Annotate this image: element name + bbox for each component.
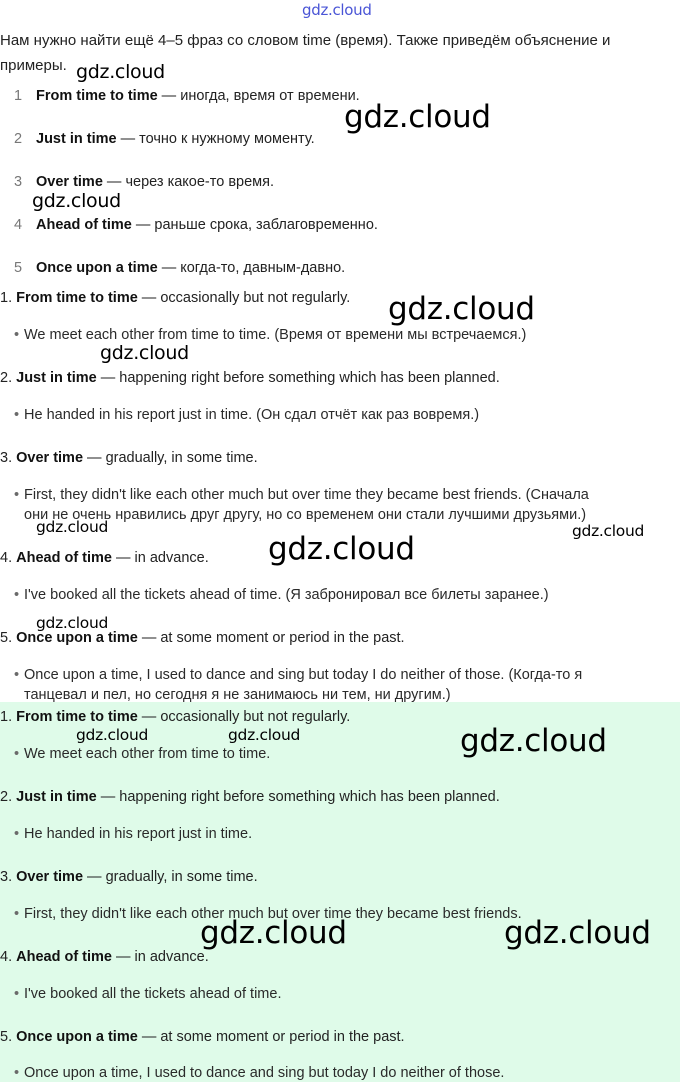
watermark-top: gdz.cloud — [302, 1, 372, 19]
bullet-icon: • — [14, 667, 20, 683]
phrase-item-4 — [0, 215, 660, 235]
item-number: 1 — [13, 88, 23, 104]
example-text: He handed in his report just in time. — [24, 826, 253, 842]
bullet-icon: • — [14, 906, 20, 922]
phrase-item-5 — [0, 258, 660, 278]
def-phrase: Over time — [16, 450, 84, 466]
bullet-icon: • — [14, 487, 20, 503]
en-example-4 — [14, 984, 674, 1004]
def-text: — gradually, in some time. — [83, 450, 258, 466]
def-text: — gradually, in some time. — [83, 869, 258, 885]
intro-paragraph: Нам нужно найти ещё 4–5 фраз со словом time (время). Также приведём объяснение и примеры. — [0, 32, 611, 74]
en-definition-5 — [0, 1027, 670, 1047]
watermark: gdz.cloud — [344, 99, 491, 135]
def-phrase: Just in time — [16, 370, 97, 386]
phrase-item-2 — [0, 129, 660, 149]
def-number: 4. — [0, 949, 13, 965]
def-phrase: Ahead of time — [16, 550, 112, 566]
item-number: 3 — [13, 174, 23, 190]
definition-3 — [0, 448, 670, 468]
def-number: 2. — [0, 370, 13, 386]
phrase: Over time — [36, 174, 103, 190]
phrase-item-1 — [0, 86, 660, 106]
en-definition-2 — [0, 787, 670, 807]
def-phrase: From time to time — [16, 709, 138, 725]
en-definition-3 — [0, 867, 670, 887]
def-number: 2. — [0, 789, 13, 805]
meaning: — иногда, время от времени. — [157, 88, 360, 104]
bullet-icon: • — [14, 407, 20, 423]
def-text: — happening right before something which has been planned. — [96, 789, 500, 805]
meaning: — раньше срока, заблаговременно. — [131, 217, 378, 233]
watermark: gdz.cloud — [572, 522, 645, 540]
watermark: gdz.cloud — [76, 726, 149, 744]
def-number: 1. — [0, 709, 13, 725]
meaning: — когда-то, давным-давно. — [157, 260, 346, 276]
definition-1 — [0, 288, 670, 308]
def-phrase: Once upon a time — [16, 630, 138, 646]
bullet-icon: • — [14, 1065, 20, 1081]
def-text: — occasionally but not regularly. — [137, 290, 351, 306]
watermark: gdz.cloud — [200, 915, 347, 951]
example-text: First, they didn't like each other much but over time they became best friends. — [24, 906, 522, 922]
example-text: He handed in his report just in time. (Он сдал отчёт как раз вовремя.) — [24, 407, 480, 423]
example-text-cont: танцевал и пел, но сегодня я не занимаюсь ни тем, ни другим.) — [24, 687, 451, 703]
item-number: 2 — [13, 131, 23, 147]
def-text: — happening right before something which has been planned. — [96, 370, 500, 386]
def-text: — in advance. — [112, 550, 209, 566]
item-number: 4 — [13, 217, 23, 233]
watermark: gdz.cloud — [76, 61, 165, 83]
def-number: 1. — [0, 290, 13, 306]
bullet-icon: • — [14, 587, 20, 603]
watermark: gdz.cloud — [504, 915, 651, 951]
example-text-cont: они не очень нравились друг другу, но со временем они стали лучшими друзьями.) — [24, 507, 587, 523]
def-number: 3. — [0, 450, 13, 466]
example-3 — [14, 485, 674, 525]
watermark: gdz.cloud — [32, 190, 121, 212]
example-text: Once upon a time, I used to dance and sing but today I do neither of those. — [24, 1065, 505, 1081]
example-text: I've booked all the tickets ahead of time. — [24, 986, 282, 1002]
example-5 — [14, 665, 674, 705]
bullet-icon: • — [14, 826, 20, 842]
watermark: gdz.cloud — [268, 531, 415, 567]
watermark: gdz.cloud — [388, 291, 535, 327]
def-text: — at some moment or period in the past. — [137, 630, 405, 646]
example-text: We meet each other from time to time. (Время от времени мы встречаемся.) — [24, 327, 527, 343]
watermark: gdz.cloud — [228, 726, 301, 744]
watermark: gdz.cloud — [460, 723, 607, 759]
phrase: Once upon a time — [36, 260, 158, 276]
bullet-icon: • — [14, 327, 20, 343]
phrase: Just in time — [36, 131, 117, 147]
example-2 — [14, 405, 674, 425]
en-example-5 — [14, 1063, 674, 1083]
item-number: 5 — [13, 260, 23, 276]
def-number: 5. — [0, 1029, 13, 1045]
definition-2 — [0, 368, 670, 388]
def-number: 3. — [0, 869, 13, 885]
def-phrase: Once upon a time — [16, 1029, 138, 1045]
en-example-2 — [14, 824, 674, 844]
example-text: We meet each other from time to time. — [24, 746, 271, 762]
def-text: — at some moment or period in the past. — [137, 1029, 405, 1045]
bullet-icon: • — [14, 986, 20, 1002]
def-text: — in advance. — [112, 949, 209, 965]
example-text: Once upon a time, I used to dance and sing but today I do neither of those. (Когда-то я — [24, 667, 583, 683]
watermark: gdz.cloud — [100, 342, 189, 364]
bullet-icon: • — [14, 746, 20, 762]
def-number: 4. — [0, 550, 13, 566]
def-phrase: Just in time — [16, 789, 97, 805]
watermark: gdz.cloud — [36, 614, 109, 632]
example-4 — [14, 585, 674, 605]
meaning: — точно к нужному моменту. — [116, 131, 315, 147]
phrase: From time to time — [36, 88, 158, 104]
def-text: — occasionally but not regularly. — [137, 709, 351, 725]
meaning: — через какое-то время. — [102, 174, 275, 190]
def-phrase: Over time — [16, 869, 84, 885]
watermark: gdz.cloud — [36, 518, 109, 536]
def-phrase: From time to time — [16, 290, 138, 306]
def-number: 5. — [0, 630, 13, 646]
phrase-item-3 — [0, 172, 660, 192]
example-text: First, they didn't like each other much but over time they became best friends. (Сначала — [24, 487, 589, 503]
example-text: I've booked all the tickets ahead of time. (Я забронировал все билеты заранее.) — [24, 587, 549, 603]
def-phrase: Ahead of time — [16, 949, 112, 965]
phrase: Ahead of time — [36, 217, 132, 233]
